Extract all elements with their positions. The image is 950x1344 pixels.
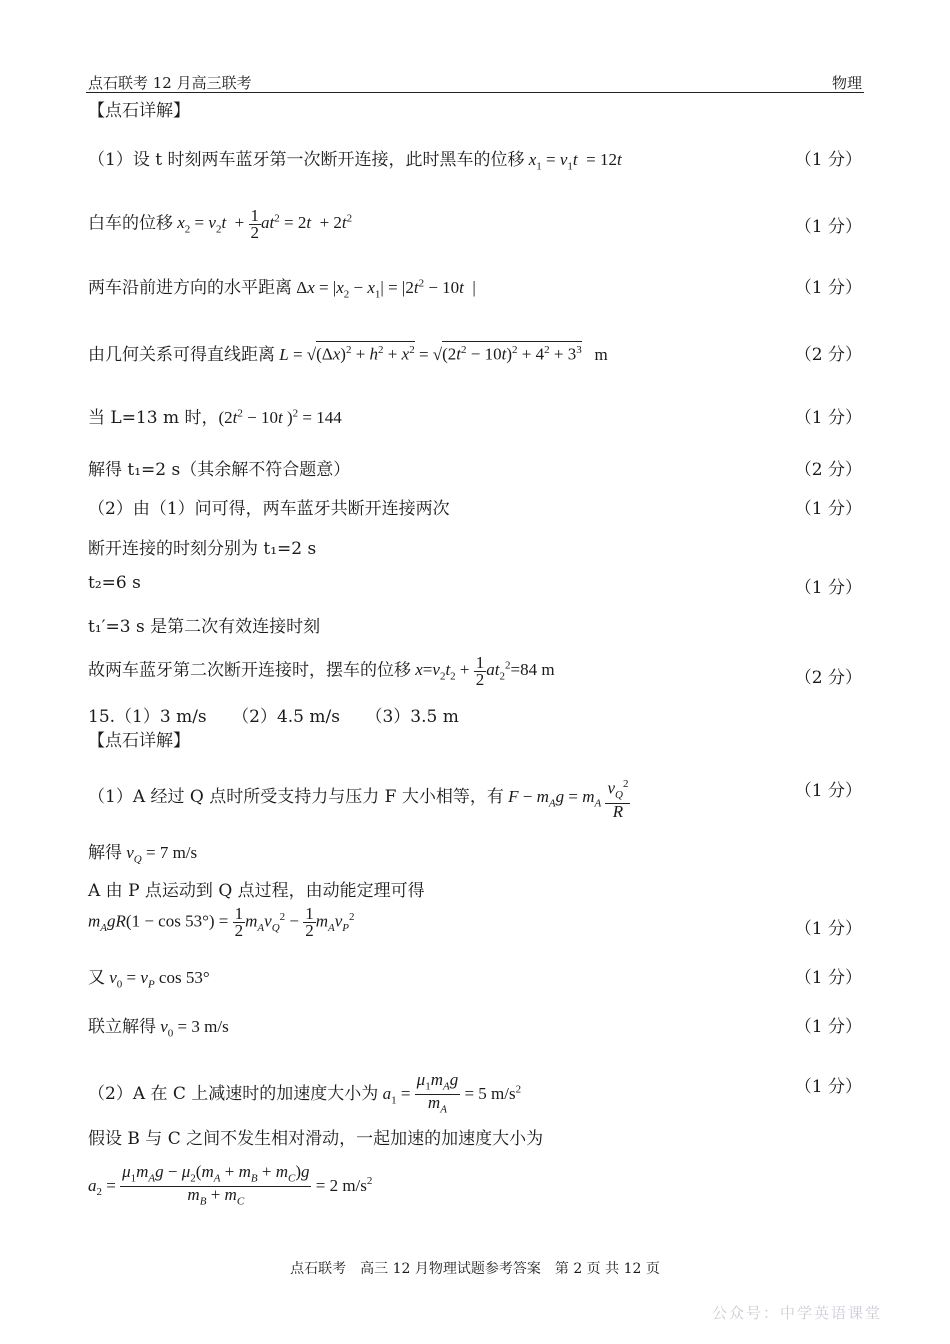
second-disconnect-line: 故两车蓝牙第二次断开连接时，摆车的位移 $x=v_2t_2$ + $\frac{1}{2}$ $at_2^2=84$ m （2 分） bbox=[88, 653, 862, 689]
q15-part2-line: （2）A 在 C 上减速时的加速度大小为 $a_1$ = $\frac{\mu_1m_Ag}{m_A}$ = 5 $m/s^2$ （1 分） bbox=[88, 1070, 862, 1116]
points: （1 分） bbox=[794, 781, 862, 801]
header-divider bbox=[86, 92, 864, 93]
v0-relation-line: 又 $v_0 = v_P$ cos 53° （1 分） bbox=[88, 963, 862, 989]
q14-part1-line: （1）设 t 时刻两车蓝牙第一次断开连接，此时黑车的位移 $x_1 = v_1t = 12t$ （1 分） bbox=[88, 145, 862, 171]
points: （2 分） bbox=[794, 668, 862, 688]
times-line: 断开连接的时刻分别为 t₁=2 s bbox=[88, 539, 317, 559]
header-left: 点石联考 12 月高三联考 bbox=[88, 74, 252, 92]
solve-t1-line: 解得 t₁=2 s（其余解不符合题意） （2 分） bbox=[88, 455, 862, 481]
points: （1 分） bbox=[794, 499, 862, 519]
page-footer: 点石联考 高三 12 月物理试题参考答案 第 2 页 共 12 页 bbox=[290, 1261, 660, 1277]
points: （1 分） bbox=[794, 919, 862, 939]
points: （2 分） bbox=[794, 460, 862, 480]
points: （2 分） bbox=[794, 345, 862, 365]
detail-heading-1: 【点石详解】 bbox=[88, 101, 190, 121]
points: （1 分） bbox=[794, 578, 862, 598]
points: （1 分） bbox=[794, 1077, 862, 1097]
q14-part2-line: （2）由（1）问可得，两车蓝牙共断开连接两次 （1 分） bbox=[88, 494, 862, 520]
energy-equation-line: $m_AgR(1 - \cos 53^\circ)$ = $\frac{1}{2}$ $m_Av_Q^2$ − $\frac{1}{2}$ $m_Av_P^2$ （1 分） bbox=[88, 904, 862, 940]
points: （1 分） bbox=[794, 150, 862, 170]
points: （1 分） bbox=[794, 278, 862, 298]
points: （1 分） bbox=[794, 408, 862, 428]
combine-line: 联立解得 $v_0 = 3$ m/s （1 分） bbox=[88, 1012, 862, 1038]
when-L-line: 当 L=13 m 时，($2t^2 - 10t$ )$^2$ = 144 （1 分） bbox=[88, 403, 862, 429]
horizontal-distance-line: 两车沿前进方向的水平距离 $\Delta x = |x_2 - x_1| = |2t^2 - 10t$ | （1 分） bbox=[88, 273, 862, 299]
points: （1 分） bbox=[794, 217, 862, 237]
points: （1 分） bbox=[794, 1017, 862, 1037]
solve-vq-line: 解得 $v_Q = 7$ m/s bbox=[88, 843, 198, 866]
geometry-line: 由几何关系可得直线距离 $L = √(\Delta x)^2 + h^2 + x^2 = √(2t^2 - 10t)^2 + 4^2 + 3^3$ m （2 分） bbox=[88, 340, 862, 370]
points: （1 分） bbox=[794, 968, 862, 988]
combined-acceleration-line: $a_2$ = $\frac{\mu_1m_Ag - \mu_2(m_A + m_B + m_C)g}{m_B + m_C}$ = 2 $m/s^2$ bbox=[88, 1162, 373, 1208]
header-right: 物理 bbox=[831, 74, 862, 92]
assume-line: 假设 B 与 C 之间不发生相对滑动，一起加速的加速度大小为 bbox=[88, 1129, 544, 1149]
white-car-line: 白车的位移 $x_2 = v_2t$ + $\frac{1}{2}$ $at^2 = 2t + 2t^2$ （1 分） bbox=[88, 206, 862, 242]
t1-prime-line: t₁′=3 s 是第二次有效连接时刻 bbox=[88, 617, 321, 637]
t2-line: t₂=6 s （1 分） bbox=[88, 573, 862, 598]
q15-part1-line: （1）A 经过 Q 点时所受支持力与压力 F 大小相等，有 $F - m_Ag = m_A$ $\frac{v_Q^2}{R}$ （1 分） bbox=[88, 778, 862, 822]
p-to-q-line: A 由 P 点运动到 Q 点过程，由动能定理可得 bbox=[88, 881, 425, 901]
q15-answer-line: 15.（1）3 m/s （2）4.5 m/s （3）3.5 m bbox=[88, 707, 459, 727]
watermark: 公众号：中学英语课堂 bbox=[711, 1304, 882, 1322]
detail-heading-2: 【点石详解】 bbox=[88, 731, 190, 751]
